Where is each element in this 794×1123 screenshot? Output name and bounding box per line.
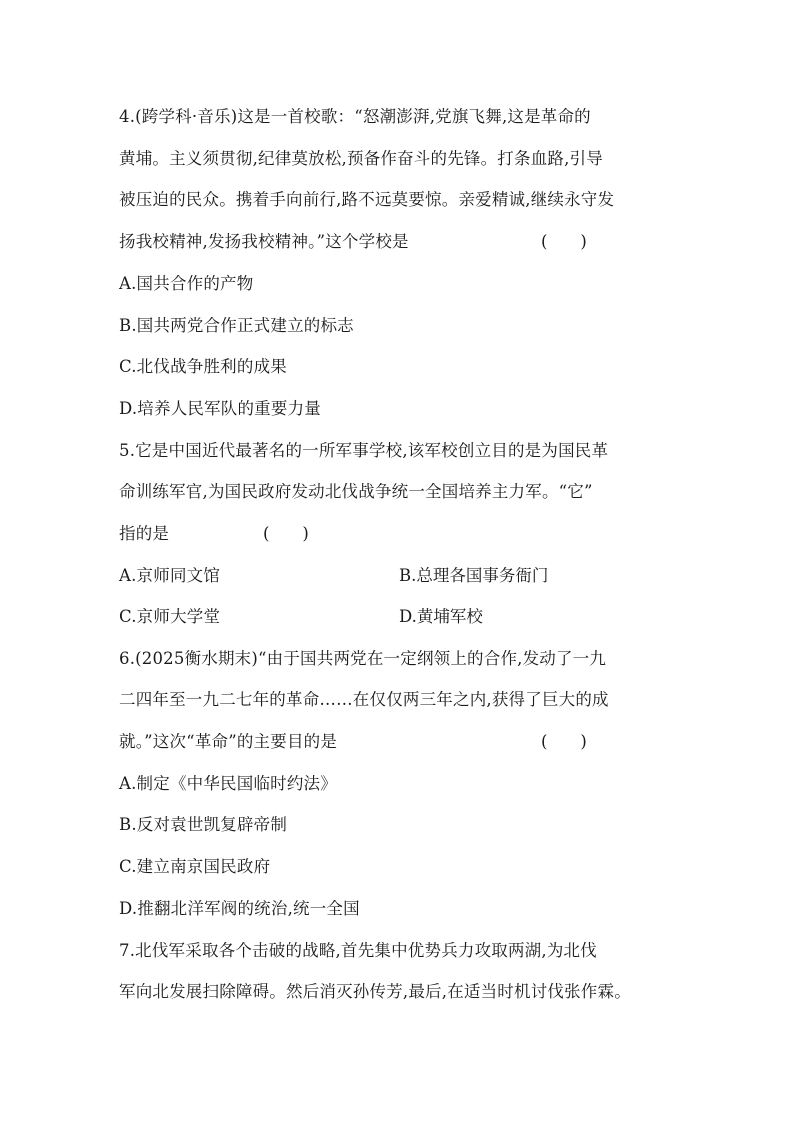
q6-option-a: A.制定《中华民国临时约法》	[119, 774, 337, 793]
q4-stem-line-1: 4.(跨学科·音乐)这是一首校歌：“怒潮澎湃,党旗飞舞,这是革命的	[119, 107, 591, 126]
q6-option-d: D.推翻北洋军阀的统治,统一全国	[119, 899, 360, 918]
q6-stem-line-2: 二四年至一九二七年的革命……在仅仅两三年之内,获得了巨大的成	[119, 690, 609, 709]
q7-stem-line-1: 7.北伐军采取各个击破的战略,首先集中优势兵力攻取两湖,为北伐	[119, 941, 597, 960]
q4-option-d: D.培养人民军队的重要力量	[119, 399, 321, 418]
q5-option-b: B.总理各国事务衙门	[399, 566, 549, 585]
q7-stem-line-2: 军向北发展扫除障碍。然后消灭孙传芳,最后,在适当时机讨伐张作霖。	[119, 982, 631, 1001]
q5-answer-blank: ( )	[263, 524, 309, 543]
q5-stem-line-1: 5.它是中国近代最著名的一所军事学校,该军校创立目的是为国民革	[119, 441, 609, 460]
q5-option-c: C.京师大学堂	[119, 607, 221, 626]
q6-stem-line-1: 6.(2025衡水期末)“由于国共两党在一定纲领上的合作,发动了一九	[119, 649, 607, 668]
q4-option-b: B.国共两党合作正式建立的标志	[119, 316, 354, 335]
q4-option-a: A.国共合作的产物	[119, 274, 254, 293]
q4-option-c: C.北伐战争胜利的成果	[119, 357, 287, 376]
q6-option-c: C.建立南京国民政府	[119, 857, 271, 876]
q4-stem-line-4: 扬我校精神,发扬我校精神。”这个学校是	[119, 232, 409, 251]
q4-stem-line-3: 被压迫的民众。携着手向前行,路不远莫要惊。亲爱精诚,继续永守发	[119, 190, 615, 209]
q4-answer-blank: ( )	[541, 232, 587, 251]
q6-answer-blank: ( )	[541, 732, 587, 751]
q6-option-b: B.反对袁世凯复辟帝制	[119, 815, 288, 834]
q5-option-a: A.京师同文馆	[119, 566, 221, 585]
q5-stem-line-3: 指的是	[119, 524, 170, 543]
q6-stem-line-3: 就。”这次“革命”的主要目的是	[119, 732, 338, 751]
q5-option-d: D.黄埔军校	[399, 607, 483, 626]
q4-stem-line-2: 黄埔。主义须贯彻,纪律莫放松,预备作奋斗的先锋。打条血路,引导	[119, 149, 603, 168]
q5-stem-line-2: 命训练军官,为国民政府发动北伐战争统一全国培养主力军。“它”	[119, 482, 593, 501]
